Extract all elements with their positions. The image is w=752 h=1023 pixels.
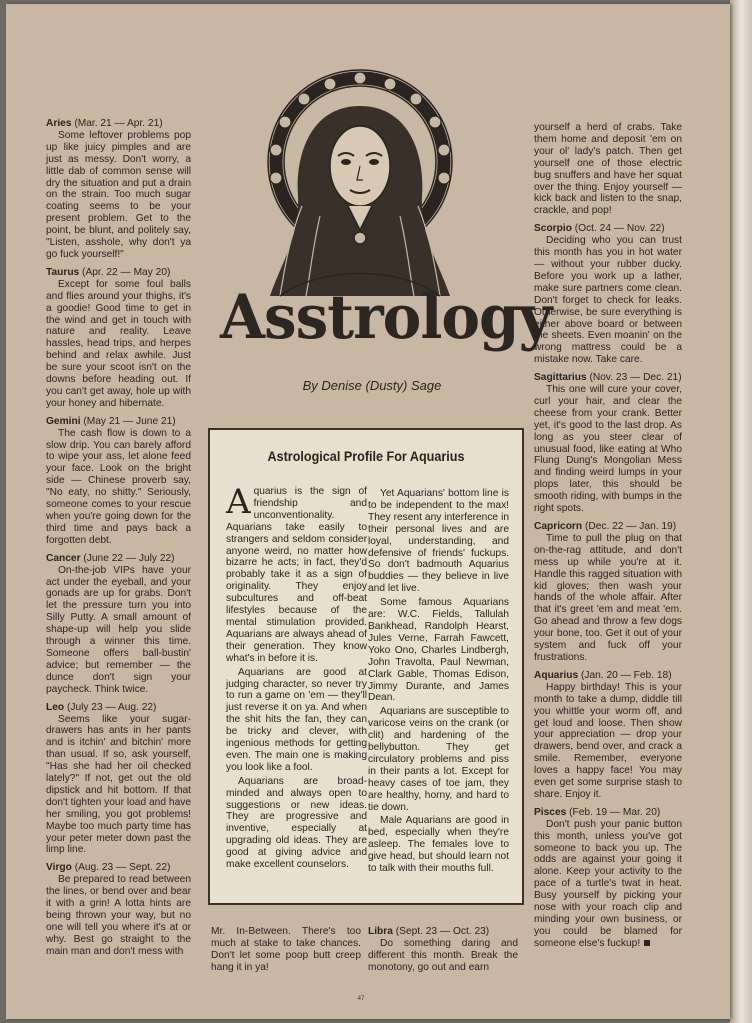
sign-dates: (Jan. 20 — Feb. 18) <box>578 669 672 681</box>
woman-portrait-illustration <box>240 66 480 302</box>
horoscope-text: Some leftover problems pop up like juicy pimples and are just as messy. Don't worry, a little dab of common sense will dry the situation and put a drain on the strain. Too much sugar coating seems to be your present problem. Get to the point, be blunt, and politely say, "Listen, asshole, why don't ya go fuck yourself!" <box>46 129 191 260</box>
sign-name: Leo <box>46 701 65 713</box>
horoscope-text: Do something daring and different this month. Break the monotony, go out and earn <box>368 937 518 973</box>
sign-name: Aries <box>46 118 72 129</box>
sign-name: Aquarius <box>534 669 579 681</box>
horoscope-gemini <box>46 416 191 547</box>
sign-name: Virgo <box>46 862 72 874</box>
sign-name: Sagittarius <box>534 372 587 384</box>
magazine-fold <box>730 0 752 1023</box>
profile-paragraph: Aquarians are susceptible to varicose veins on the crank (or clit) and hardening of the bellybutton. They get circulatory problems and piss in their pants a lot. Except for heavy cases of toe jam, they are healthy, horny, and hard to tie down. <box>368 706 509 813</box>
sign-dates: (Oct. 24 — Nov. 22) <box>571 223 665 235</box>
sign-name: Scorpio <box>534 223 572 235</box>
sign-dates: (Apr. 22 — May 20) <box>79 266 171 278</box>
libra-continuation: yourself a herd of crabs. Take them home and deposit 'em on your ol' lady's patch. Then get yourself one of those electric bug snuffers and have her squat over the thing. Enjoy yourself — kick back and listen to the snap, crackle, and pop! <box>534 122 682 217</box>
horoscope-pisces <box>534 807 682 950</box>
byline: By Denise (Dusty) Sage <box>302 378 442 393</box>
sign-name: Pisces <box>534 806 567 818</box>
sign-dates: (Feb. 19 — Mar. 20) <box>566 806 661 818</box>
sign-name: Libra <box>368 926 393 937</box>
profile-paragraph: Aquarians are broad-minded and always open to suggestions or new ideas. They are progressive and inventive, especially at upgrading old ideas. They are good at giving advice and make excellent counselors. <box>226 775 367 871</box>
aquarius-profile-box <box>208 428 524 905</box>
article-title: Asstrology <box>220 281 552 353</box>
sign-name: Capricorn <box>534 521 583 532</box>
end-mark <box>644 940 650 946</box>
magazine-page <box>6 4 730 1019</box>
sign-dates: (July 23 — Aug. 22) <box>64 701 157 713</box>
profile-paragraph: Aquarians are good at judging character, so never try to run a game on 'em — they'll just reverse it on ya. And when the shit hits the fan, they can be tricky and clever, with ingenious methods for getting even. The main one is making you look like a fool. <box>226 666 367 773</box>
horoscope-text: Except for some foul balls and flies around your thighs, it's a goodie! Good time to get in the wind and get in touch with nature and reality. Leave hassles, head trips, and herpes behind and relax awhile. Just be sure your scoot isn't on the downs before heading out. If you can't get away, hole up with your honey and hibernate. <box>46 278 191 409</box>
horoscope-text: On-the-job VIPs have your act under the eyeball, and your gonads are up for grabs. Don't let the pressure turn you into Silly Putty. A small amount of shape-up will help you slide through a winner this time. Someone offers ball-bustin' advice; but remember — the dunce don't sign your paycheck. Think twice. <box>46 564 191 695</box>
horoscope-text: The cash flow is down to a slow drip. You can barely afford to wipe your ass, let alone feed your face. Look on the bright side — Chinese proverb say, "No eaty, no shitty." Seriously, someone comes to your rescue when you're going down for the third time and pays back a forgotten debt. <box>46 427 191 546</box>
horoscope-virgo <box>46 862 191 957</box>
horoscope-text: This one will cure your cover, curl your hair, and clear the cheese from your crank. Better yet, it's good to the last drop. As long as you steer clear of unusual food, like eating at Who Flung Dung's Mongolian Mess and finding weird lumps in your plops later, this should be smooth riding, with bumps in the right spots. <box>534 384 682 515</box>
virgo-continuation <box>211 926 361 980</box>
drop-cap: A <box>226 482 251 522</box>
sign-dates: (Dec. 22 — Jan. 19) <box>582 521 677 532</box>
profile-paragraph: Aquarius is the sign of friendship and unconventionality. Aquarians take easily to strangers and seldom consider anyone weird, no matter how bizarre he acts; in fact, they'd probably take it as a sign of originality. They enjoy subcultures and off-beat lifestyles because of the mental stimulation provided. Aquarians are always ahead of their generation. They know what's in before it is. <box>226 482 367 664</box>
horoscope-scorpio <box>534 223 682 366</box>
profile-paragraph: Yet Aquarians' bottom line is to be independent to the max! They resent any interference in their personal lives and are loyal, understanding, and defensive of friends' fuckups. So don't badmouth Aquarius buddies — they believe in live and let live. <box>368 488 509 595</box>
sign-dates: (Aug. 23 — Sept. 22) <box>71 862 171 874</box>
sign-dates: (May 21 — June 21) <box>80 415 176 427</box>
sign-dates: (Nov. 23 — Dec. 21) <box>586 372 682 384</box>
continuation-text: Mr. In-Between. There's too much at stake to take chances. Don't let some poop butt creep hang it in ya! <box>211 926 361 973</box>
horoscope-libra <box>368 926 518 974</box>
horoscope-sagittarius <box>534 372 682 515</box>
profile-box-title: Astrological Profile For Aquarius <box>267 448 465 464</box>
right-column <box>534 122 682 956</box>
horoscope-aquarius <box>534 670 682 801</box>
sign-dates: (Mar. 21 — Apr. 21) <box>71 118 163 129</box>
left-column <box>46 118 191 964</box>
profile-column-b <box>368 488 509 875</box>
horoscope-text: Seems like your sugar-drawers has ants in her pants and is itchin' and bitchin' more than usual. If so, ask yourself, "Has she had her oil checked lately?" If not, get out the old dipstick and hit bottom. If that don't tighten your load and have her smiling, you got problems! Maybe too much party time has your peter meter down past the limp line. <box>46 713 191 856</box>
profile-column-a <box>226 482 367 871</box>
horoscope-taurus <box>46 267 191 410</box>
horoscope-cancer <box>46 553 191 696</box>
horoscope-text: Don't push your panic button this month, unless you've got someone to back you up. The odds are against your going it alone. Keep your activity to the pace of a turtle's twat in heat. Busy yourself by picking your nose with your roach clip and minding your own business, or you could be blamed for someone else's fuckup! <box>534 818 682 949</box>
horoscope-text: Deciding who you can trust this month has you in hot water — without your rubber ducky. Before you work up a lather, make sure partners come clean. Don't forget to check for leaks. Otherwise, be sure everything is either above board or between the sheets. Even moanin' on the wrong mattress could be a mistake now. Take care. <box>534 235 682 366</box>
sign-dates: (Sept. 23 — Oct. 23) <box>392 926 490 937</box>
page-number: 47 <box>357 996 365 1002</box>
horoscope-text: Time to pull the plug on that on-the-rag attitude, and don't mess up while you're at it. Handle this ragged situation with kid gloves; then wash your hands of the whole affair. After that it's greet 'em and meat 'em. Go ahead and throw a few dogs your bone, too. Get it out of your system and fuck off your frustrations. <box>534 532 682 663</box>
horoscope-capricorn <box>534 521 682 664</box>
horoscope-aries <box>46 118 191 261</box>
horoscope-text: Happy birthday! This is your month to take a dump, diddle till you whittle your worm off, and get loud and loose. Then show your appreciation — drop your drawers, bend over, and crack a smile. Remember, everyone loves a happy face! You may even get some surprise stash to share. Enjoy it. <box>534 681 682 800</box>
sign-dates: (June 22 — July 22) <box>80 552 175 564</box>
sign-name: Gemini <box>46 415 81 427</box>
sign-name: Taurus <box>46 266 80 278</box>
horoscope-leo <box>46 702 191 857</box>
profile-paragraph: Some famous Aquarians are: W.C. Fields, Tallulah Bankhead, Randolph Hearst, Jules Verne, Farrah Fawcett, Yoko Ono, Charles Lindbergh, John Travolta, Paul Newman, Clark Gable, Thomas Edison, Jimmy Durante, and James Dean. <box>368 597 509 704</box>
horoscope-text: Be prepared to read between the lines, or bend over and bear it with a grin! A lotta hints are being thrown your way, but no one will tell you where it's at or why. Best go straight to the main man and don't mess with <box>46 874 191 957</box>
libra-column <box>368 926 518 980</box>
profile-paragraph: Male Aquarians are good in bed, especially when they're asleep. The females love to give head, but should learn not to talk with their mouths full. <box>368 815 509 875</box>
sign-name: Cancer <box>46 552 81 564</box>
